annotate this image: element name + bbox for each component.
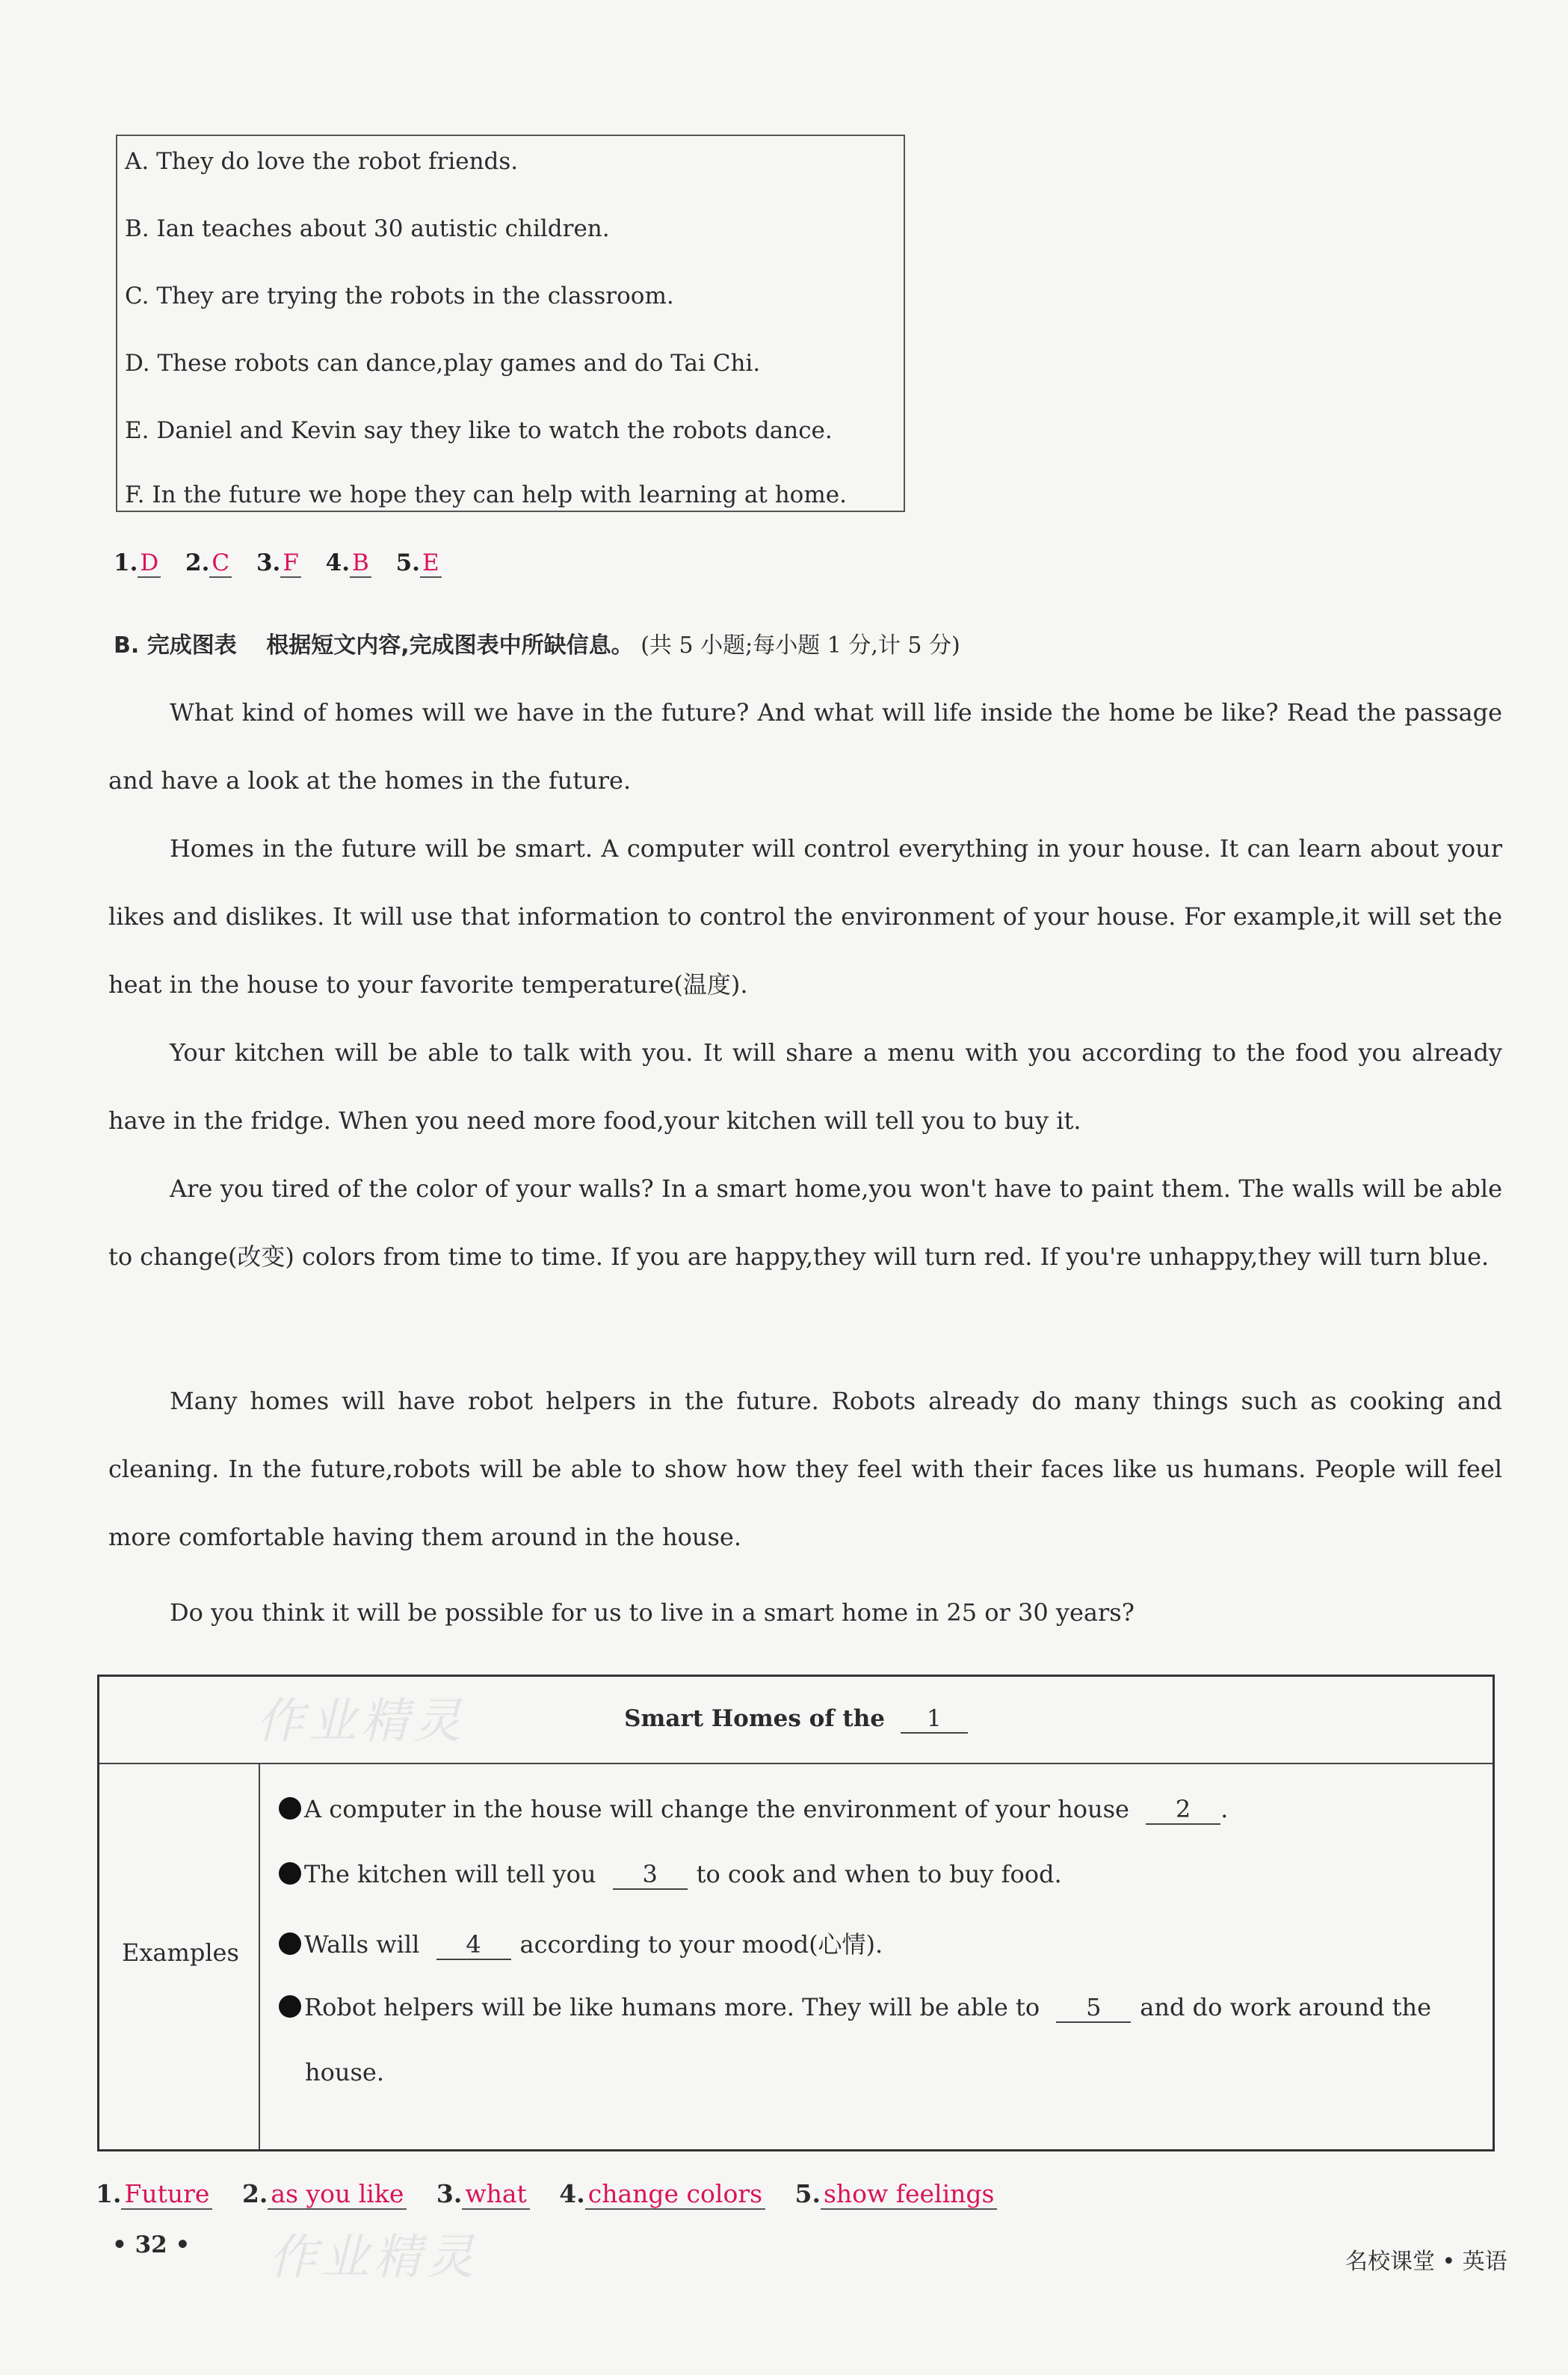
answer-num: 4. (325, 549, 350, 576)
answer-num: 5. (395, 549, 420, 576)
item-text-post: and do work around the (1140, 1993, 1431, 2021)
passage-paragraph-2: Homes in the future will be smart. A computer will control everything in your house. It can learn about your likes and dislikes. It will use that information to control the environment of your house. For example,it will set the heat in the house to your favorite temperature(温度). (108, 834, 1502, 999)
bullet-icon (279, 1995, 301, 2018)
blank-3: 3 (613, 1860, 688, 1890)
table-title (99, 1705, 1493, 1734)
watermark: 作业精灵 (256, 1694, 466, 1749)
blank-1: 1 (901, 1705, 968, 1734)
blank-5: 5 (1056, 1993, 1131, 2023)
table-item-2 (279, 1860, 1062, 1890)
passage-paragraph-5: Many homes will have robot helpers in the future. Robots already do many things such as cooking and cleaning. In the future,robots will be able to show how they feel with their faces like us humans. People will feel more comfortable having them around in the house. (108, 1387, 1502, 1551)
answer-num: 5. (794, 2179, 821, 2208)
table-item-4 (279, 1993, 1431, 2023)
section-b-instruction: 根据短文内容,完成图表中所缺信息。 (266, 632, 634, 659)
option-f: F. In the future we hope they can help with learning at home. (125, 481, 847, 508)
book-title: 名校课堂 • 英语 (1345, 2249, 1507, 2275)
passage-paragraph-6: Do you think it will be possible for us to live in a smart home in 25 or 30 years? (170, 1598, 1135, 1627)
item-text-post: according to your mood(心情). (519, 1930, 883, 1959)
smart-homes-table (97, 1675, 1495, 2151)
table-title-text: Smart Homes of the (624, 1705, 886, 1732)
options-box (116, 135, 905, 512)
answer-value: as you like (268, 2179, 407, 2210)
passage-paragraph-1: What kind of homes will we have in the future? And what will life inside the home be like? Read the passage and have a look at the homes in the future. (108, 698, 1502, 795)
option-c: C. They are trying the robots in the classroom. (125, 283, 674, 309)
option-e: E. Daniel and Kevin say they like to watch the robots dance. (125, 417, 833, 444)
answer-num: 2. (241, 2179, 268, 2208)
table-item-3 (279, 1926, 883, 1960)
answer-value: D (138, 549, 161, 578)
option-b: B. Ian teaches about 30 autistic children. (125, 215, 610, 242)
bullet-icon (279, 1932, 301, 1955)
section-b-label: B. 完成图表 (114, 632, 237, 659)
answer-num: 1. (114, 549, 138, 576)
answer-value: Future (121, 2179, 212, 2210)
answer-value: what (462, 2179, 529, 2210)
item-text-post: to cook and when to buy food. (696, 1860, 1062, 1888)
answer-num: 4. (559, 2179, 585, 2208)
option-d: D. These robots can dance,play games and do Tai Chi. (125, 350, 761, 377)
answer-num: 3. (436, 2179, 463, 2208)
table-divider-horizontal (99, 1763, 1493, 1764)
answer-value: C (209, 549, 232, 578)
answers-b (96, 2179, 1018, 2208)
answer-value: F (280, 549, 301, 578)
bullet-icon (279, 1862, 301, 1885)
blank-4: 4 (436, 1930, 511, 1960)
item-text: Robot helpers will be like humans more. They will be able to (304, 1993, 1040, 2021)
answer-value: show feelings (821, 2179, 998, 2210)
item-text: The kitchen will tell you (304, 1860, 596, 1888)
answer-value: E (420, 549, 442, 578)
table-divider-vertical (259, 1763, 260, 2149)
examples-label: Examples (122, 1938, 239, 1967)
answers-a (114, 549, 458, 576)
section-b-heading (114, 626, 960, 659)
option-a: A. They do love the robot friends. (125, 148, 519, 175)
table-item-4-continued: house. (305, 2058, 385, 2086)
bullet-icon (279, 1797, 301, 1820)
table-item-1 (279, 1795, 1228, 1825)
blank-2: 2 (1146, 1795, 1220, 1825)
answer-num: 2. (185, 549, 210, 576)
answer-num: 1. (96, 2179, 122, 2208)
item-text-post: . (1220, 1795, 1229, 1823)
passage-paragraph-3: Your kitchen will be able to talk with you. It will share a menu with you according to the food you already have in the fridge. When you need more food,your kitchen will tell you to buy it. (108, 1038, 1502, 1135)
passage-paragraph-4: Are you tired of the color of your walls? In a smart home,you won't have to paint them. The walls will be able to change(改变) colors from time to time. If you are happy,they will turn red. If you're unhappy,they will turn blue. (108, 1174, 1502, 1271)
section-b-score: (共 5 小题;每小题 1 分,计 5 分) (641, 632, 960, 659)
answer-num: 3. (256, 549, 281, 576)
item-text: A computer in the house will change the environment of your house (304, 1795, 1129, 1823)
watermark-footer: 作业精灵 (269, 2230, 478, 2285)
answer-value: change colors (585, 2179, 765, 2210)
answer-value: B (350, 549, 371, 578)
page-number: • 32 • (112, 2231, 191, 2258)
item-text: Walls will (304, 1930, 420, 1959)
